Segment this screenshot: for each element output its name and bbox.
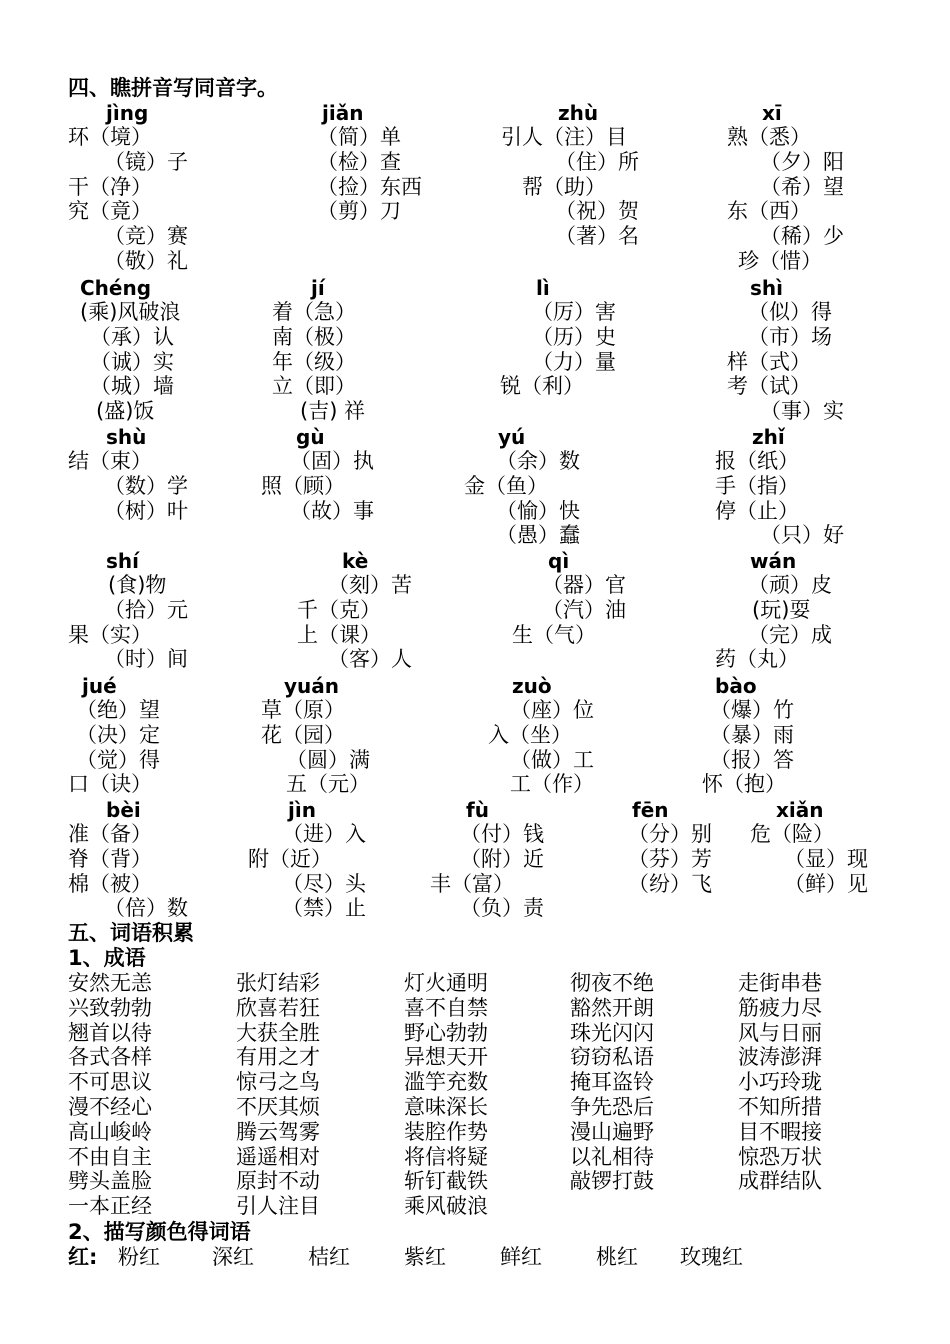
color-label: 红: (68, 1245, 98, 1269)
idiom-cell: 各式各样 (68, 1045, 152, 1069)
word-cell: （捡）东西 (317, 175, 422, 199)
idiom-cell: 彻夜不绝 (570, 971, 654, 995)
word-cell: （剪）刀 (317, 199, 401, 223)
word-cell: 棉（被） (68, 872, 152, 896)
word-cell: （愉）快 (496, 499, 580, 523)
word-cell: （客）人 (328, 647, 412, 671)
idiom-cell: 异想天开 (404, 1045, 488, 1069)
pinyin-label: xī (762, 101, 782, 125)
idiom-cell: 不可思议 (68, 1070, 152, 1094)
word-cell: （决）定 (76, 723, 160, 747)
word-cell: 果（实） (68, 623, 152, 647)
word-cell: （圆）满 (286, 748, 370, 772)
pinyin-label: lì (536, 276, 550, 300)
word-cell: （著）名 (555, 224, 639, 248)
word-cell: （数）学 (104, 474, 188, 498)
word-cell: （暴）雨 (710, 723, 794, 747)
word-cell: （力）量 (532, 350, 616, 374)
word-cell: （余）数 (496, 449, 580, 473)
word-cell: （芬）芳 (628, 847, 712, 871)
word-cell: （倍）数 (104, 896, 188, 920)
pinyin-label: jiǎn (322, 101, 364, 125)
word-cell: （故）事 (290, 499, 374, 523)
idiom-cell: 灯火通明 (404, 971, 488, 995)
word-cell: 生（气） (512, 623, 596, 647)
word-cell: （固）执 (290, 449, 374, 473)
word-cell: 熟（悉） (727, 125, 811, 149)
word-cell: （厉）害 (532, 300, 616, 324)
color-word: 玫瑰红 (680, 1245, 743, 1269)
word-cell: 工（作） (510, 772, 594, 796)
word-cell: （树）叶 (104, 499, 188, 523)
color-word: 紫红 (404, 1245, 446, 1269)
word-cell: （爆）竹 (710, 698, 794, 722)
word-cell: 南（极） (272, 325, 356, 349)
word-cell: （城）墙 (90, 374, 174, 398)
idiom-cell: 将信将疑 (404, 1145, 488, 1169)
pinyin-label: zuò (512, 674, 552, 698)
pinyin-label: shí (106, 549, 139, 573)
word-cell: 停（止） (715, 499, 799, 523)
section-title: 五、词语积累 (68, 921, 194, 945)
word-cell: (盛)饭 (96, 399, 155, 423)
idiom-cell: 遥遥相对 (236, 1145, 320, 1169)
word-cell: （时）间 (104, 647, 188, 671)
idiom-cell: 滥竽充数 (404, 1070, 488, 1094)
word-cell: （拾）元 (104, 598, 188, 622)
word-cell: （似）得 (748, 300, 832, 324)
word-cell: （稀）少 (760, 224, 844, 248)
word-cell: 锐（利） (500, 374, 584, 398)
idiom-cell: 引人注目 (236, 1194, 320, 1218)
idiom-cell: 有用之才 (236, 1045, 320, 1069)
word-cell: (吉) 祥 (300, 399, 366, 423)
pinyin-label: shì (750, 276, 783, 300)
word-cell: 草（原） (261, 698, 345, 722)
word-cell: （做）工 (510, 748, 594, 772)
word-cell: （附）近 (460, 847, 544, 871)
pinyin-label: fù (466, 798, 489, 822)
pinyin-label: jìng (106, 101, 149, 125)
idiom-cell: 漫山遍野 (570, 1120, 654, 1144)
word-cell: （绝）望 (76, 698, 160, 722)
idiom-cell: 斩钉截铁 (404, 1169, 488, 1193)
idiom-cell: 走街串巷 (738, 971, 822, 995)
word-cell: 干（净） (68, 175, 152, 199)
word-cell: 千（克） (297, 598, 381, 622)
color-word: 桃红 (596, 1245, 638, 1269)
idiom-cell: 窃窃私语 (570, 1045, 654, 1069)
idiom-cell: 高山峻岭 (68, 1120, 152, 1144)
word-cell: 准（备） (68, 822, 152, 846)
idiom-cell: 掩耳盗铃 (570, 1070, 654, 1094)
pinyin-label: yuán (284, 674, 340, 698)
word-cell: 怀（抱） (702, 772, 786, 796)
word-cell: 究（竟） (68, 199, 152, 223)
idiom-cell: 喜不自禁 (404, 996, 488, 1020)
word-cell: 环（境） (68, 125, 152, 149)
word-cell: 着（急） (272, 300, 356, 324)
word-cell: （禁）止 (282, 896, 366, 920)
subsection-title: 2、描写颜色得词语 (68, 1220, 251, 1244)
word-cell: （鲜）见 (784, 872, 868, 896)
pinyin-label: shù (106, 425, 147, 449)
word-cell: （希）望 (760, 175, 844, 199)
idiom-cell: 不由自主 (68, 1145, 152, 1169)
word-cell: （镜）子 (104, 150, 188, 174)
pinyin-label: jué (82, 674, 117, 698)
idiom-cell: 野心勃勃 (404, 1021, 488, 1045)
word-cell: （竞）赛 (104, 224, 188, 248)
word-cell: 花（园） (261, 723, 345, 747)
pinyin-label: xiǎn (776, 798, 824, 822)
word-cell: 手（指） (715, 474, 799, 498)
idiom-cell: 豁然开朗 (570, 996, 654, 1020)
word-cell: （顽）皮 (748, 573, 832, 597)
word-cell: 立（即） (272, 374, 356, 398)
word-cell: （历）史 (532, 325, 616, 349)
pinyin-label: jí (311, 276, 325, 300)
idiom-cell: 乘风破浪 (404, 1194, 488, 1218)
word-cell: （市）场 (748, 325, 832, 349)
word-cell: （负）责 (460, 896, 544, 920)
color-word: 深红 (212, 1245, 254, 1269)
idiom-cell: 敲锣打鼓 (570, 1169, 654, 1193)
word-cell: （承）认 (90, 325, 174, 349)
pinyin-label: qì (548, 549, 570, 573)
word-cell: （纷）飞 (628, 872, 712, 896)
word-cell: 附（近） (248, 847, 332, 871)
word-cell: 考（试） (727, 374, 811, 398)
word-cell: （汽）油 (542, 598, 626, 622)
pinyin-label: yú (498, 425, 526, 449)
word-cell: （愚）蠢 (496, 523, 580, 547)
word-cell: 照（顾） (261, 474, 345, 498)
word-cell: （报）答 (710, 748, 794, 772)
pinyin-label: bào (715, 674, 757, 698)
idiom-cell: 翘首以待 (68, 1021, 152, 1045)
word-cell: 结（束） (68, 449, 152, 473)
word-cell: （诚）实 (90, 350, 174, 374)
word-cell: (食)物 (108, 573, 167, 597)
color-word: 粉红 (118, 1245, 160, 1269)
word-cell: （付）钱 (460, 822, 544, 846)
idiom-cell: 不知所措 (738, 1095, 822, 1119)
word-cell: （尽）头 (282, 872, 366, 896)
word-cell: （分）别 (628, 822, 712, 846)
idiom-cell: 一本正经 (68, 1194, 152, 1218)
idiom-cell: 腾云驾雾 (236, 1120, 320, 1144)
word-cell: （事）实 (760, 399, 844, 423)
word-cell: 引人（注）目 (501, 125, 627, 149)
word-cell: 丰（富） (430, 872, 514, 896)
pinyin-label: Chéng (80, 276, 152, 300)
idiom-cell: 欣喜若狂 (236, 996, 320, 1020)
pinyin-label: zhù (558, 101, 599, 125)
word-cell: 上（课） (297, 623, 381, 647)
word-cell: （检）查 (317, 150, 401, 174)
word-cell: 报（纸） (715, 449, 799, 473)
pinyin-label: jìn (288, 798, 316, 822)
word-cell: 药（丸） (715, 647, 799, 671)
idiom-cell: 惊恐万状 (738, 1145, 822, 1169)
word-cell: （进）入 (282, 822, 366, 846)
idiom-cell: 筋疲力尽 (738, 996, 822, 1020)
word-cell: 珍（惜） (738, 249, 822, 273)
pinyin-label: fēn (632, 798, 669, 822)
word-cell: 金（鱼） (464, 474, 548, 498)
pinyin-label: gù (296, 425, 325, 449)
idiom-cell: 装腔作势 (404, 1120, 488, 1144)
word-cell: 脊（背） (68, 847, 152, 871)
pinyin-label: kè (342, 549, 369, 573)
idiom-cell: 大获全胜 (236, 1021, 320, 1045)
idiom-cell: 漫不经心 (68, 1095, 152, 1119)
idiom-cell: 成群结队 (738, 1169, 822, 1193)
idiom-cell: 兴致勃勃 (68, 996, 152, 1020)
idiom-cell: 劈头盖脸 (68, 1169, 152, 1193)
word-cell: 东（西） (727, 199, 811, 223)
word-cell: （完）成 (748, 623, 832, 647)
word-cell: （器）官 (542, 573, 626, 597)
word-cell: （觉）得 (76, 748, 160, 772)
idiom-cell: 惊弓之鸟 (236, 1070, 320, 1094)
word-cell: （住）所 (555, 150, 639, 174)
word-cell: (乘)风破浪 (80, 300, 181, 324)
word-cell: （显）现 (784, 847, 868, 871)
word-cell: 年（级） (272, 350, 356, 374)
idiom-cell: 不厌其烦 (236, 1095, 320, 1119)
subsection-title: 1、成语 (68, 946, 146, 970)
idiom-cell: 张灯结彩 (236, 971, 320, 995)
word-cell: 帮（助） (522, 175, 606, 199)
word-cell: （夕）阳 (760, 150, 844, 174)
word-cell: （祝）贺 (555, 199, 639, 223)
word-cell: (玩)耍 (752, 598, 811, 622)
idiom-cell: 风与日丽 (738, 1021, 822, 1045)
idiom-cell: 小巧玲珑 (738, 1070, 822, 1094)
word-cell: 五（元） (286, 772, 370, 796)
pinyin-label: wán (750, 549, 797, 573)
idiom-cell: 以礼相待 (570, 1145, 654, 1169)
idiom-cell: 珠光闪闪 (570, 1021, 654, 1045)
section-title: 四、瞧拼音写同音字。 (68, 76, 278, 100)
word-cell: 口（诀） (68, 772, 152, 796)
color-word: 鲜红 (500, 1245, 542, 1269)
word-cell: 入（坐） (488, 723, 572, 747)
idiom-cell: 目不暇接 (738, 1120, 822, 1144)
word-cell: （敬）礼 (104, 249, 188, 273)
word-cell: （简）单 (317, 125, 401, 149)
idiom-cell: 原封不动 (236, 1169, 320, 1193)
word-cell: （座）位 (510, 698, 594, 722)
idiom-cell: 安然无恙 (68, 971, 152, 995)
word-cell: 样（式） (727, 350, 811, 374)
word-cell: （刻）苦 (328, 573, 412, 597)
idiom-cell: 争先恐后 (570, 1095, 654, 1119)
word-cell: （只）好 (760, 523, 844, 547)
color-word: 桔红 (308, 1245, 350, 1269)
idiom-cell: 意味深长 (404, 1095, 488, 1119)
pinyin-label: zhǐ (752, 425, 785, 449)
idiom-cell: 波涛澎湃 (738, 1045, 822, 1069)
word-cell: 危（险） (750, 822, 834, 846)
pinyin-label: bèi (106, 798, 141, 822)
